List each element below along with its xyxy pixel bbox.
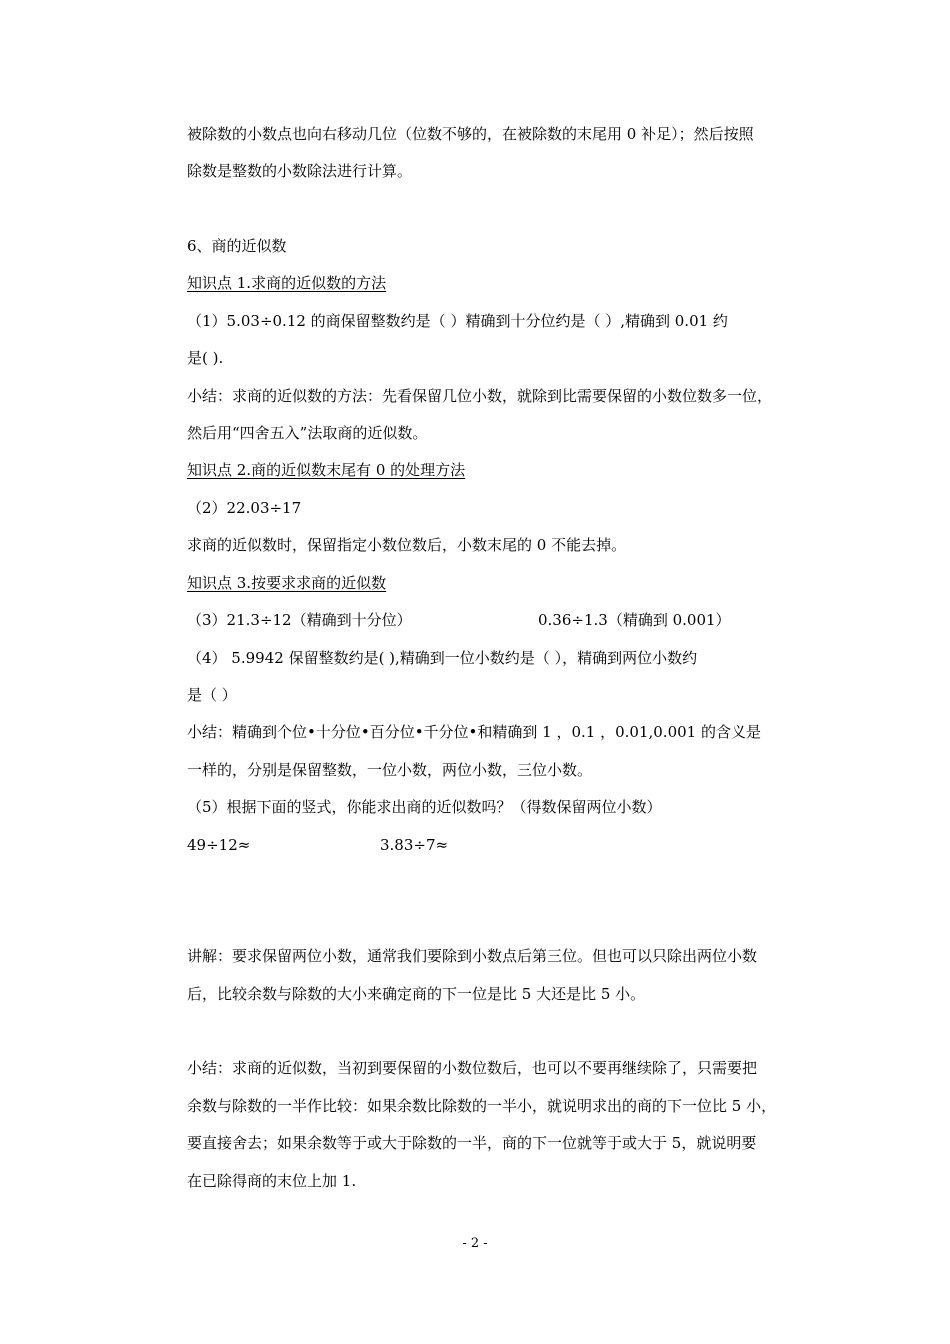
question-1-continued: 是( ).: [187, 349, 224, 367]
knowledge-point-2-note: 求商的近似数时，保留指定小数位数后，小数末尾的 0 不能去掉。: [187, 536, 627, 554]
summary-3-continued: 要直接舍去；如果余数等于或大于除数的一半，商的下一位就等于或大于 5，就说明要: [187, 1134, 757, 1152]
summary-3: 小结：求商的近似数，当初到要保留的小数位数后，也可以不要再继续除了，只需要把: [187, 1059, 758, 1077]
knowledge-point-3-title: 知识点 3.按要求求商的近似数: [187, 574, 387, 592]
question-5: （5）根据下面的竖式，你能求出商的近似数吗？（得数保留两位小数）: [187, 798, 662, 816]
summary-3-continued: 余数与除数的一半作比较：如果余数比除数的一半小，就说明求出的商的下一位比 5 小，: [187, 1097, 777, 1115]
question-4: （4） 5.9942 保留整数约是( ),精确到一位小数约是（ ），精确到两位小数约: [187, 649, 698, 667]
section-title: 6、商的近似数: [187, 237, 287, 255]
question-2: （2）22.03÷17: [187, 499, 302, 517]
question-5-right: 3.83÷7≈: [380, 836, 449, 854]
question-3-left: （3）21.3÷12（精确到十分位）: [187, 611, 412, 629]
page-number: - 2 -: [462, 1236, 488, 1251]
paragraph-line: 除数是整数的小数除法进行计算。: [187, 162, 413, 180]
summary-3-continued: 在已除得商的末位上加 1.: [187, 1172, 357, 1190]
explanation: 讲解：要求保留两位小数，通常我们要除到小数点后第三位。但也可以只除出两位小数: [187, 947, 758, 965]
explanation-continued: 后，比较余数与除数的大小来确定商的下一位是比 5 大还是比 5 小。: [187, 985, 646, 1003]
question-5-left: 49÷12≈: [187, 836, 251, 854]
summary-1-continued: 然后用“四舍五入”法取商的近似数。: [187, 424, 428, 442]
question-4-continued: 是（ ）: [187, 686, 237, 704]
summary-2: 小结：精确到个位•十分位•百分位•千分位•和精确到 1 ，0.1 ，0.01,0.001 的含义是: [187, 723, 761, 741]
summary-1: 小结：求商的近似数的方法：先看保留几位小数，就除到比需要保留的小数位数多一位，: [187, 387, 773, 405]
knowledge-point-2-title: 知识点 2.商的近似数末尾有 0 的处理方法: [187, 461, 466, 479]
paragraph-line: 被除数的小数点也向右移动几位（位数不够的，在被除数的末尾用 0 补足）；然后按照: [187, 125, 754, 143]
knowledge-point-1-title: 知识点 1.求商的近似数的方法: [187, 274, 387, 292]
summary-2-continued: 一样的，分别是保留整数，一位小数，两位小数，三位小数。: [187, 761, 593, 779]
question-3-right: 0.36÷1.3（精确到 0.001）: [538, 611, 731, 629]
question-1: （1）5.03÷0.12 的商保留整数约是（ ）精确到十分位约是（ ）,精确到 0.01 约: [187, 312, 728, 330]
